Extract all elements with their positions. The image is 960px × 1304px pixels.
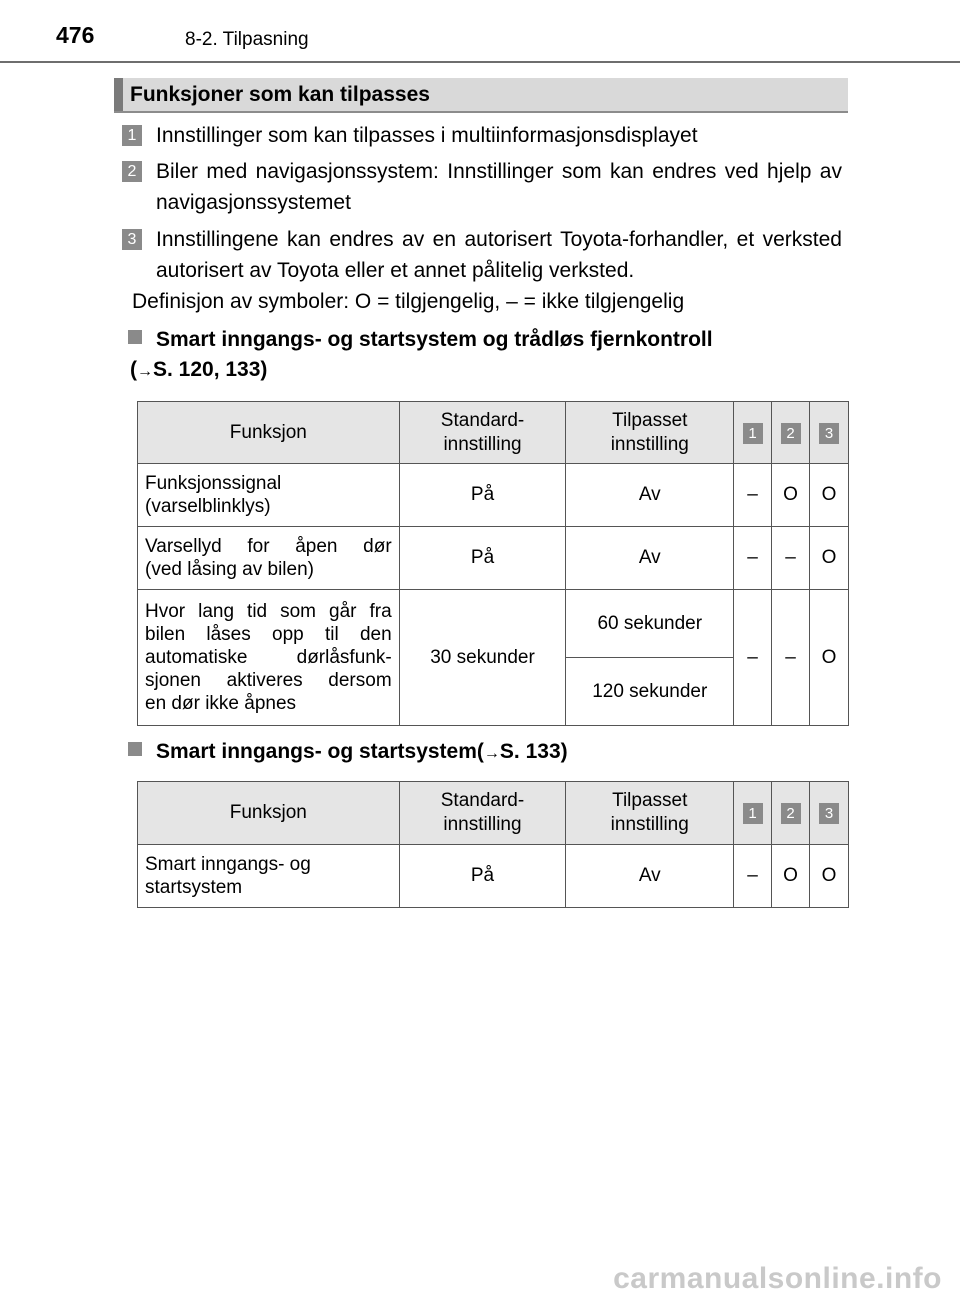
table-row (138, 590, 849, 658)
note-2: Biler med navigasjonssystem: Innstillinger som kan endres ved hjelp av navigasjonssystemet (156, 160, 842, 214)
row-default: På (399, 845, 566, 908)
header-function: Funksjon (138, 402, 400, 464)
number-3-icon: 3 (122, 229, 142, 250)
row-function: Funksjonssignal (varselblinklys) (138, 464, 400, 527)
custom-table-2 (137, 781, 849, 908)
header-default: Standard- innstilling (399, 782, 566, 845)
header-rule (0, 61, 960, 63)
bullet-square-icon (128, 330, 142, 344)
header-col-1 (734, 402, 772, 464)
chapter-title: 8-2. Tilpasning (185, 29, 309, 50)
section-title: Funksjoner som kan tilpasses (130, 83, 430, 106)
header-col-3 (810, 402, 849, 464)
header-col-2 (772, 782, 810, 845)
row-col-2: – (772, 590, 810, 726)
table-row (138, 845, 849, 908)
row-col-1: – (734, 527, 772, 590)
number-1-icon: 1 (743, 803, 763, 824)
row-col-2: O (772, 464, 810, 527)
section-heading (114, 78, 848, 113)
row-default: På (399, 527, 566, 590)
header-custom: Tilpasset innstilling (566, 402, 734, 464)
row-col-3: O (810, 590, 849, 726)
row-default: 30 sekunder (399, 590, 566, 726)
row-custom-option-a: 60 sekunder (566, 590, 734, 658)
symbol-definition: Definisjon av symboler: O = tilgjengelig, – = ikke tilgjengelig (132, 290, 685, 313)
row-custom: Av (566, 845, 734, 908)
header-col-2 (772, 402, 810, 464)
header-col-1 (734, 782, 772, 845)
number-2-icon: 2 (781, 423, 801, 444)
number-2-icon: 2 (781, 803, 801, 824)
row-col-1: – (734, 464, 772, 527)
bullet-square-icon (128, 742, 142, 756)
watermark: carmanualsonline.info (613, 1262, 942, 1295)
table-header-row (138, 782, 849, 845)
section-bar (114, 78, 123, 111)
row-col-2: O (772, 845, 810, 908)
subsection-1-paren: ( (130, 358, 137, 381)
row-col-1: – (734, 845, 772, 908)
number-3-icon: 3 (819, 803, 839, 824)
number-1-icon: 1 (743, 423, 763, 444)
row-custom-option-b: 120 sekunder (566, 658, 734, 726)
row-function: Hvor lang tid som går fra bilen låses opp til den automatiske dørlåsfunk- sjonen aktiveres dersom en dør ikke åpnes (138, 590, 400, 726)
row-function: Smart inngangs- og startsystem (138, 845, 400, 908)
subsection-heading-2 (128, 737, 568, 769)
table-row (138, 527, 849, 590)
row-default: På (399, 464, 566, 527)
number-2-icon: 2 (122, 161, 142, 182)
subsection-1-ref: S. 120, 133) (153, 358, 268, 381)
note-3: Innstillingene kan endres av en autorisert Toyota-forhandler, et verksted autorisert av Toyota eller et annet pålitelig verksted. (156, 228, 842, 282)
row-col-3: O (810, 527, 849, 590)
arrow-icon: → (483, 745, 500, 762)
row-custom: Av (566, 527, 734, 590)
row-function: Varsellyd for åpen dør (ved låsing av bilen) (138, 527, 400, 590)
row-col-3: O (810, 464, 849, 527)
number-3-icon: 3 (819, 423, 839, 444)
number-1-icon: 1 (122, 125, 142, 146)
row-col-2: – (772, 527, 810, 590)
note-1: Innstillinger som kan tilpasses i multiinformasjonsdisplayet (156, 124, 698, 147)
row-col-1: – (734, 590, 772, 726)
header-function: Funksjon (138, 782, 400, 845)
page-number: 476 (56, 22, 95, 48)
subsection-2-ref: S. 133) (499, 740, 568, 763)
subsection-2-title: Smart inngangs- og startsystem( (156, 740, 484, 763)
header-default: Standard- innstilling (399, 402, 566, 464)
arrow-icon: → (137, 363, 153, 380)
subsection-heading-1 (128, 325, 713, 387)
row-col-3: O (810, 845, 849, 908)
subsection-1-title: Smart inngangs- og startsystem og trådløs fjernkontroll (156, 328, 713, 351)
header-col-3 (810, 782, 849, 845)
header-custom: Tilpasset innstilling (566, 782, 734, 845)
custom-table-1 (137, 401, 849, 726)
row-custom: Av (566, 464, 734, 527)
table-header-row (138, 402, 849, 464)
table-row (138, 464, 849, 527)
